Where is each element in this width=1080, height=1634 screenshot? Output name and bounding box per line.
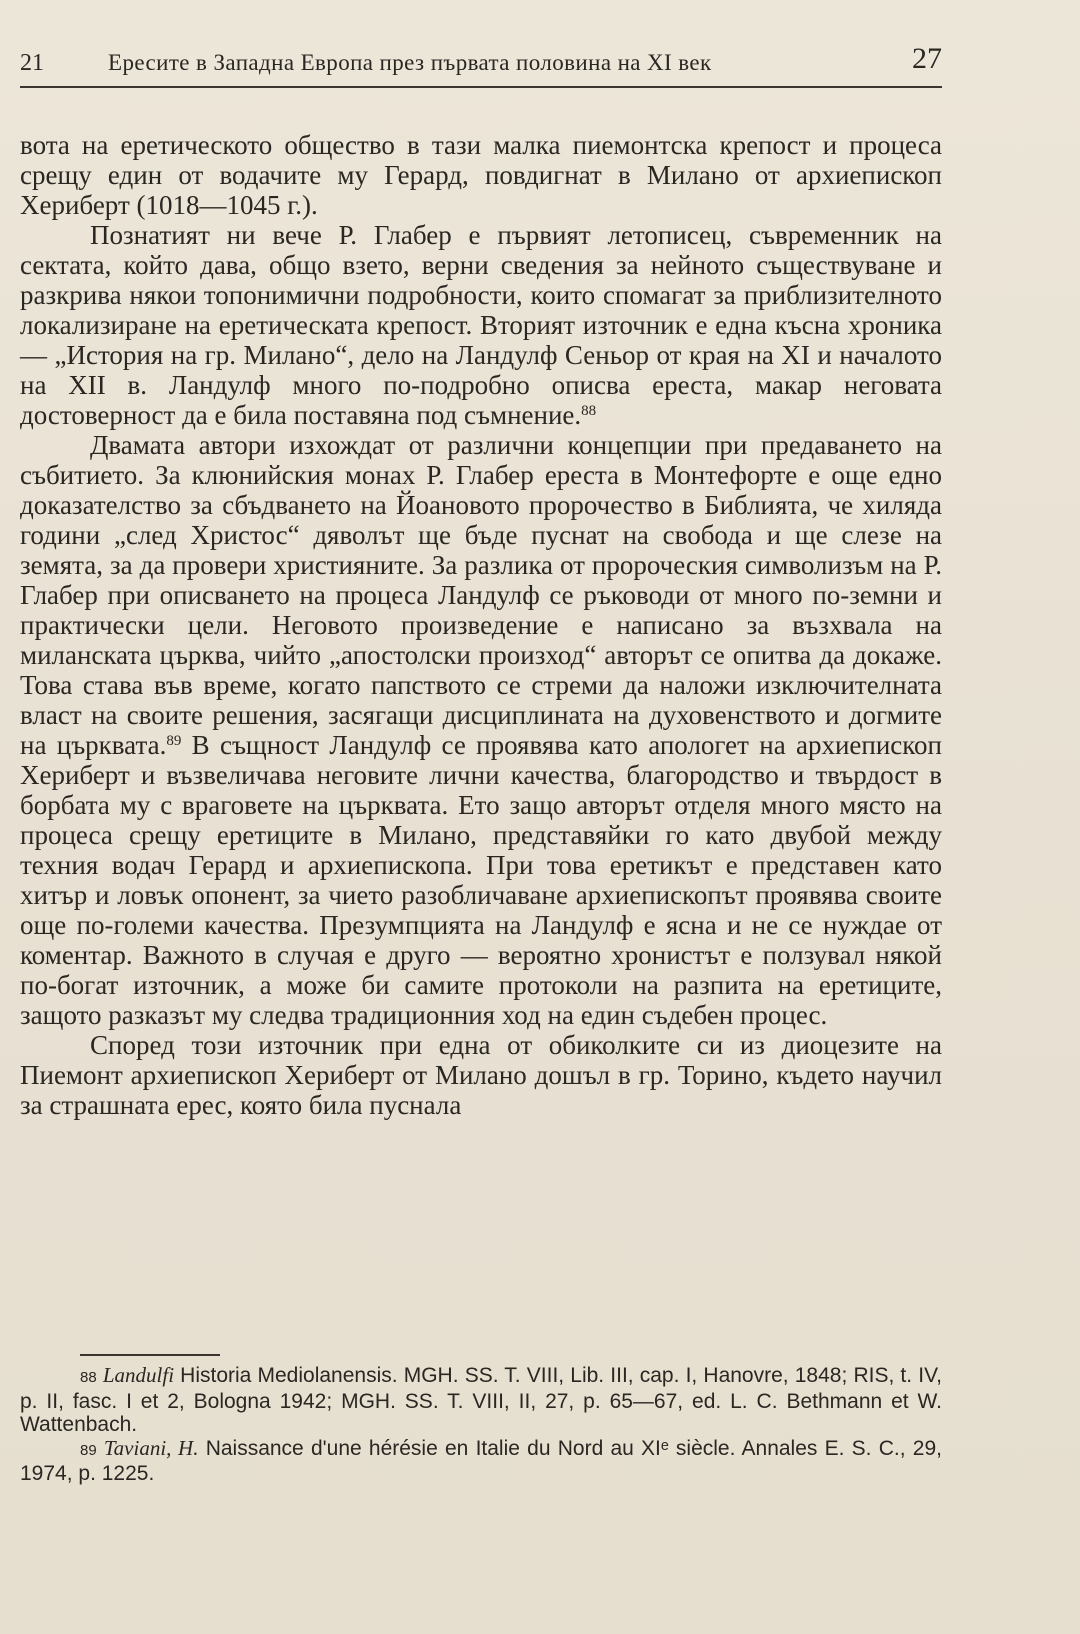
page-number: 27 [912, 42, 942, 75]
footnote-author: Landulfi [102, 1363, 175, 1387]
paragraph-2 [20, 220, 942, 430]
footnote-number: 88 [80, 1369, 97, 1386]
footnote-author: Taviani, H. [103, 1435, 199, 1460]
paragraph-text: Двамата автори изхождат от различни концепции при предаването на събитието. За клюнийския монах Р. Глабер ереста в Монтефорте е още едно доказателство за сбъдването на Йоановото пророчество в Библията, че хиляда години „след Христос“ дяволът ще бъде пуснат на свобода и ще слезе на земята, за да провери християните. За разлика от пророческия символизъм на Р. Глабер при описването на процеса Ландулф се ръководи от много по-земни и практически цели. Неговото произведение е написано за възхвала на миланската църква, чийто „апостолски произход“ авторът се опитва да докаже. Това става във време, когато папството се стреми да наложи изключителната власт на своите решения, засягащи дисциплината на духовенството и догмите на църквата. [20, 430, 942, 760]
footnote-text: Historia Mediolanensis. MGH. SS. T. VIII, Lib. III, cap. I, Hanovre, 1848; RIS, t. IV, p. II, fasc. I et 2, Bologna 1942; MGH. SS. T. VIII, II, 27, p. 65—67, ed. L. C. Bethmann et W. Wattenbach. [20, 1364, 942, 1436]
footnote-ref[interactable]: 89 [166, 733, 182, 749]
footnote-88 [20, 1364, 942, 1437]
header-title: Ересите в Западна Европа през първата половина на XI век [108, 50, 712, 75]
paragraph-text: вота на еретическото общество в тази малка пиемонтска крепост и процеса срещу един от водачите му Герард, повдигнат в Милано от архиепископ Хериберт (1018—1045 г.). [20, 130, 942, 220]
paragraph-text: В същност Ландулф се проявява като апологет на архиепископ Хериберт и възвеличава неговите лични качества, благородство и твърдост в борбата му с враговете на църквата. Ето защо авторът отделя много място на процеса срещу еретиците в Милано, представяйки го като двубой между техния водач Герард и архиепископа. При това еретикът е представен като хитър и ловък опонент, за чието разобличаване архиепископът проявява своите още по-големи качества. Презумпцията на Ландулф е ясна и не се нуждае от коментар. Важното в случая е друго — вероятно хронистът е ползувал някой по-богат източник, а може би самите протоколи на разпита на еретиците, защото разказът му следва традиционния ход на един съдебен процес. [20, 730, 942, 1030]
footnote-rule [80, 1354, 220, 1356]
paragraph-text: Познатият ни вече Р. Глабер е първият летописец, съвременник на сектата, който дава, общо взето, верни сведения за нейното съществуване и разкрива някои топонимични подробности, които спомагат за приблизителното локализиране на еретическата крепост. Вторият източник е една късна хроника — „История на гр. Милано“, дело на Ландулф Сеньор от края на XI и началото на XII в. Ландулф много по-подробно описва ереста, макар неговата достоверност да е била поставяна под съмнение. [20, 220, 942, 430]
running-head [20, 42, 942, 82]
footnote-ref[interactable]: 88 [581, 403, 597, 419]
body-text [20, 130, 942, 1120]
footnote-89 [20, 1437, 942, 1486]
header-rule [20, 86, 942, 88]
paragraph-text: Според този източник при една от обиколките си из диоцезите на Пиемонт архиепископ Хериберт от Милано дошъл в гр. Торино, където научил за страшната ерес, която била пуснала [20, 1030, 942, 1120]
paragraph-4 [20, 1030, 942, 1120]
header-left-number: 21 [20, 50, 44, 76]
paragraph-1 [20, 130, 942, 220]
paragraph-3 [20, 430, 942, 1030]
footnote-text: Naissance d'une hérésie en Italie du Nord au XIᵉ siècle. Annales E. S. C., 29, 1974, p. 1225. [20, 1436, 942, 1485]
footnote-number: 89 [80, 1441, 97, 1459]
footnotes [20, 1364, 942, 1486]
